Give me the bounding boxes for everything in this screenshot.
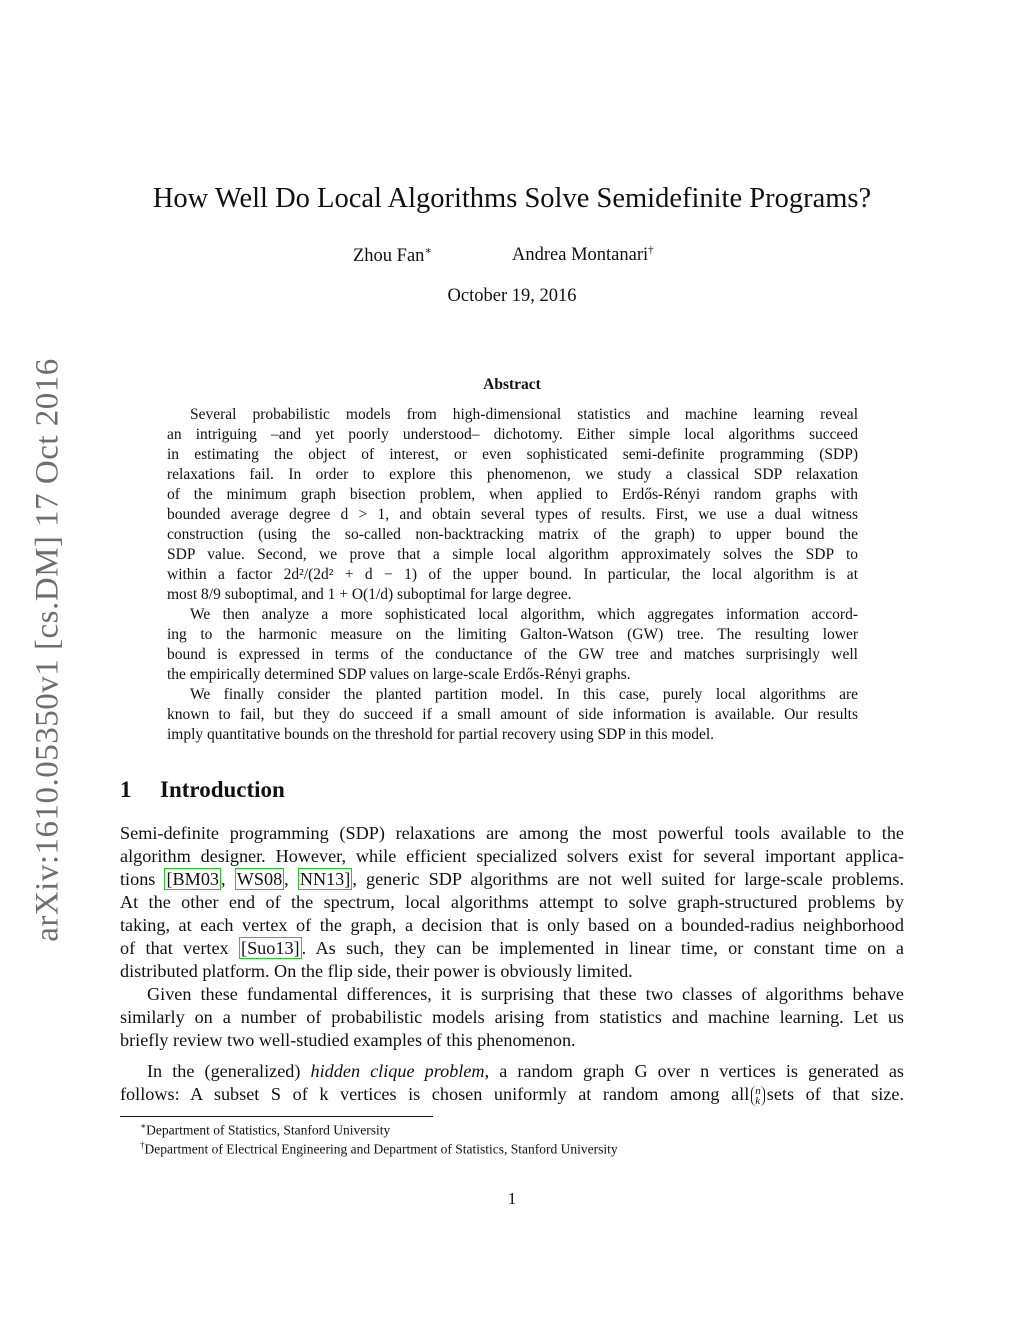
body-line	[120, 937, 904, 960]
body-line	[120, 868, 904, 891]
abstract-line: We then analyze a more sophisticated local algorithm, which aggregates information accord-	[190, 606, 858, 623]
author-zhou-fan	[353, 244, 432, 267]
section-heading-introduction	[120, 777, 285, 803]
footnote-text: Department of Electrical Engineering and Department of Statistics, Stanford University	[144, 1141, 618, 1157]
footnote-mark: ∗	[140, 1121, 147, 1131]
paper-title: How Well Do Local Algorithms Solve Semidefinite Programs?	[152, 183, 872, 214]
abstract-line: bound is expressed in terms of the conductance of the GW tree and matches surprisingly well	[167, 646, 858, 663]
emphasis-hidden-clique-problem: hidden clique problem	[310, 1061, 485, 1081]
abstract-line: an intriguing –and yet poorly understood– dichotomy. Either simple local algorithms succeed	[167, 426, 858, 443]
citation-link-bm03[interactable]: [BM03	[166, 869, 220, 889]
arxiv-identifier-stamp: arXiv:1610.05350v1 [cs.DM] 17 Oct 2016	[29, 358, 66, 942]
abstract-line: Several probabilistic models from high-dimensional statistics and machine learning reveal	[190, 406, 858, 423]
body-line: taking, at each vertex of the graph, a decision that is only based on a bounded-radius neighborhood	[120, 915, 904, 935]
abstract-line: most 8/9 suboptimal, and 1 + O(1/d) suboptimal for large degree.	[167, 586, 572, 603]
citation-link-ws08[interactable]: WS08	[236, 869, 283, 889]
text-run: tions	[120, 869, 165, 889]
binomial-coefficient	[751, 1086, 765, 1106]
body-line: At the other end of the spectrum, local algorithms attempt to solve graph-structured problems by	[120, 892, 904, 912]
body-line: similarly on a number of probabilistic models arising from statistics and machine learning. Let us	[120, 1007, 904, 1027]
body-line: distributed platform. On the flip side, their power is obviously limited.	[120, 961, 633, 981]
body-line: briefly review two well-studied examples of this phenomenon.	[120, 1030, 576, 1050]
citation-link-nn13[interactable]: NN13]	[299, 869, 351, 889]
author-name: Zhou Fan	[353, 246, 425, 267]
abstract-line: SDP value. Second, we prove that a simple local algorithm approximately solves the SDP to	[167, 546, 858, 563]
author-mark: †	[648, 244, 654, 256]
author-mark: ∗	[424, 245, 432, 257]
binom-bottom: k	[755, 1094, 761, 1107]
body-line: Given these fundamental differences, it is surprising that these two classes of algorithms behave	[147, 984, 904, 1004]
footnote-1	[140, 1121, 390, 1139]
paper-date: October 19, 2016	[447, 286, 577, 306]
author-andrea-montanari	[512, 244, 654, 266]
text-run: sets of that size.	[766, 1084, 905, 1104]
abstract-line: bounded average degree d > 1, and obtain several types of results. First, we use a dual witness	[167, 506, 858, 523]
citation-link-suo13[interactable]: [Suo13]	[241, 938, 300, 958]
page-number: 1	[507, 1189, 517, 1208]
text-run: . As such, they can be implemented in linear time, or constant time on a	[301, 938, 905, 958]
footnote-2	[140, 1140, 618, 1158]
body-line: algorithm designer. However, while efficient specialized solvers exist for several important applica-	[120, 846, 904, 866]
abstract-line: construction (using the so-called non-backtracking matrix of the graph) to upper bound the	[167, 526, 858, 543]
text-run: of that vertex	[120, 938, 240, 958]
text-run: ,	[221, 869, 235, 889]
abstract-line: known to fail, but they do succeed if a small amount of side information is available. Our results	[167, 706, 858, 723]
body-line: Semi-definite programming (SDP) relaxations are among the most powerful tools available to the	[120, 823, 904, 843]
text-run: In the (generalized)	[147, 1061, 311, 1081]
binom-top: n	[755, 1084, 761, 1097]
text-run: ,	[284, 869, 298, 889]
footnote-mark: †	[140, 1140, 145, 1150]
abstract-line: within a factor 2d²/(2d² + d − 1) of the upper bound. In particular, the local algorithm is at	[167, 566, 858, 583]
footnote-text: Department of Statistics, Stanford University	[146, 1122, 391, 1138]
footnote-divider	[120, 1116, 433, 1117]
abstract-line: ing to the harmonic measure on the limiting Galton-Watson (GW) tree. The resulting lower	[167, 626, 858, 643]
abstract-line: the empirically determined SDP values on large-scale Erdős-Rényi graphs.	[167, 666, 631, 683]
body-line	[120, 1083, 904, 1106]
author-name: Andrea Montanari	[512, 245, 649, 266]
section-title: Introduction	[160, 777, 285, 802]
abstract-line: imply quantitative bounds on the threshold for partial recovery using SDP in this model.	[167, 726, 715, 743]
abstract-line: We finally consider the planted partition model. In this case, purely local algorithms are	[190, 686, 858, 703]
abstract-line: in estimating the object of interest, or even sophisticated semi-definite programming (SDP)	[167, 446, 858, 463]
text-run: , a random graph G over n vertices is generated as	[484, 1061, 904, 1081]
abstract-heading: Abstract	[483, 376, 541, 393]
text-run: , generic SDP algorithms are not well suited for large-scale problems.	[352, 869, 904, 889]
abstract-line: relaxations fail. In order to explore this phenomenon, we study a classical SDP relaxation	[167, 466, 858, 483]
text-run: follows: A subset S of k vertices is chosen uniformly at random among all	[120, 1084, 750, 1104]
body-line	[147, 1060, 904, 1083]
abstract-line: of the minimum graph bisection problem, when applied to Erdős-Rényi random graphs with	[167, 486, 858, 503]
section-number: 1	[120, 777, 132, 802]
